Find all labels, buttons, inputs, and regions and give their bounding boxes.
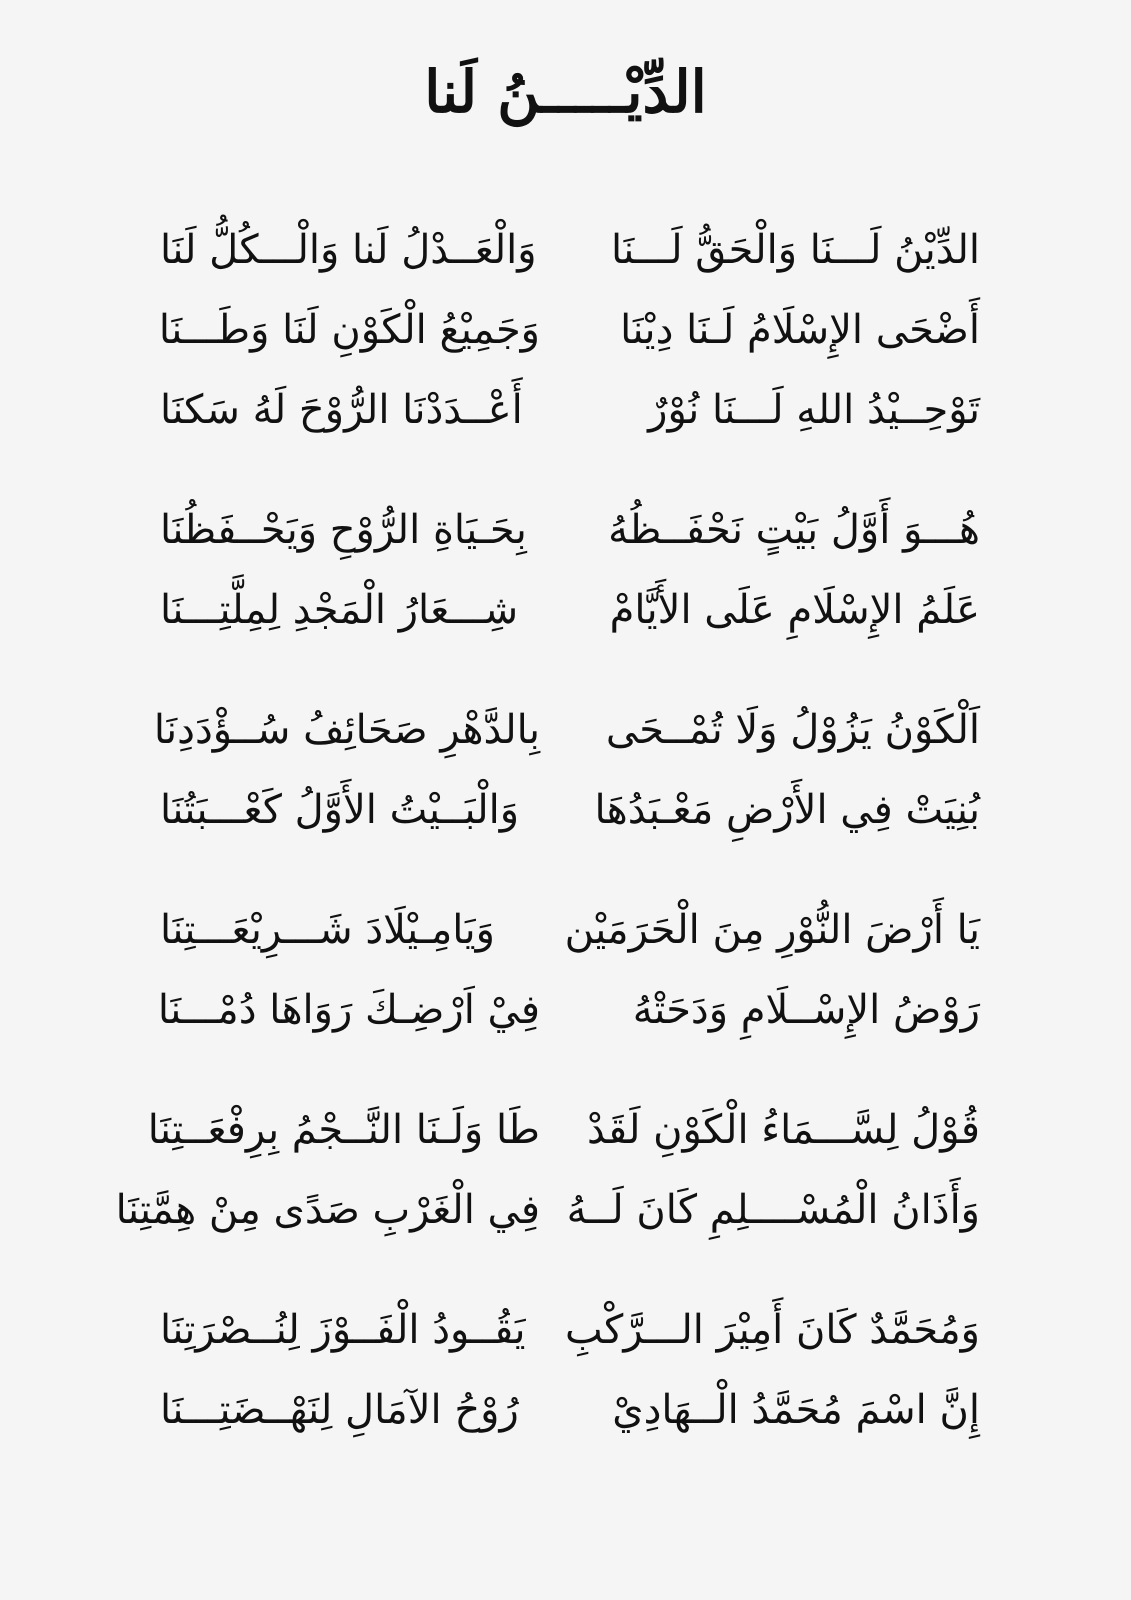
verse-second-half: وَالْبَــيْتُ الأَوَّلُ كَعْـــبَتُنَا (160, 787, 520, 833)
stanza-3 (153, 690, 980, 850)
verse (160, 890, 980, 970)
verse-second-half: شِـــعَارُ الْمَجْدِ لِمِلَّتِـــنَا (160, 587, 519, 633)
verse-first-half: هُـــوَ أَوَّلُ بَيْتٍ نَحْفَــظُهُ (608, 507, 980, 553)
verse-first-half: بُنِيَتْ فِي الأَرْضِ مَعْـبَدُهَا (594, 787, 980, 833)
verse-second-half: يَقُــودُ الْفَــوْزَ لِنُــصْرَتِنَا (160, 1307, 526, 1353)
verse (147, 1090, 980, 1170)
verse (160, 370, 980, 450)
stanza-1 (160, 210, 980, 450)
verse-first-half: عَلَمُ الإِسْلَامِ عَلَى الأَيَّامْ (609, 587, 980, 633)
verse-second-half: رُوْحُ الآمَالِ لِنَهْــضَتِـــنَا (160, 1387, 519, 1433)
stanza-4 (157, 890, 980, 1050)
verse-first-half: وَأَذَانُ الْمُسْــــلِمِ كَانَ لَــهُ (566, 1187, 980, 1233)
verse (160, 210, 980, 290)
stanza-5 (115, 1090, 980, 1250)
verse-first-half: اَلْكَوْنُ يَزُوْلُ وَلَا تُمْــحَى (605, 707, 980, 753)
verse-second-half: بِالدَّهْرِ صَحَائِفُ سُــؤْدَدِنَا (153, 707, 540, 753)
verse-first-half: تَوْحِــيْدُ اللهِ لَـــنَا نُوْرٌ (648, 387, 980, 433)
verse (160, 770, 980, 850)
verse (153, 690, 980, 770)
verse (160, 1370, 980, 1450)
verse-first-half: وَمُحَمَّدٌ كَانَ أَمِيْرَ الـــرَّكْبِ (565, 1307, 980, 1353)
verse (160, 490, 980, 570)
verse (157, 970, 980, 1050)
stanza-2 (160, 490, 980, 650)
verse (160, 1290, 980, 1370)
verse-second-half: فِي الْغَرْبِ صَدًى مِنْ هِمَّتِنَا (115, 1187, 540, 1233)
verse-second-half: وَالْعَــدْلُ لَنا وَالْـــكُلُّ لَنَا (160, 227, 537, 273)
verse-second-half: طَا وَلَـنَا النَّــجْمُ بِرِفْعَــتِنَا (147, 1107, 540, 1153)
verse-second-half: أَعْــدَدْنَا الرُّوْحَ لَهُ سَكنَا (160, 387, 523, 433)
verse (160, 290, 980, 370)
verse-second-half: وَيَامِـيْلَادَ شَـــرِيْعَـــتِنَا (160, 907, 495, 953)
verse-first-half: يَا أَرْضَ النُّوْرِ مِنَ الْحَرَمَيْن (564, 907, 980, 953)
poem-body (115, 210, 980, 1490)
verse-second-half: فِيْ اَرْضِـكَ رَوَاهَا دُمْـــنَا (157, 987, 540, 1033)
verse-first-half: إِنَّ اسْمَ مُحَمَّدُ الْــهَادِيْ (612, 1387, 980, 1433)
verse-second-half: بِحَـيَاةِ الرُّوْحِ وَيَحْــفَظُنَا (160, 507, 527, 553)
verse-first-half: رَوْضُ الإِسْــلَامِ وَدَحَتْهُ (632, 987, 980, 1033)
verse (160, 570, 980, 650)
verse-second-half: وَجَمِيْعُ الْكَوْنِ لَنَا وَطَـــنَا (158, 307, 540, 353)
poem-title: الدِّيْـــــنُ لَنا (424, 58, 707, 126)
verse-first-half: قُوْلُ لِسَّـــمَاءُ الْكَوْنِ لَقَدْ (587, 1107, 980, 1153)
verse-first-half: أَضْحَى الإِسْلَامُ لَـنَا دِيْنَا (620, 307, 980, 353)
verse (115, 1170, 980, 1250)
stanza-6 (160, 1290, 980, 1450)
verse-first-half: الدِّيْنُ لَـــنَا وَالْحَقُّ لَـــنَا (610, 227, 980, 273)
